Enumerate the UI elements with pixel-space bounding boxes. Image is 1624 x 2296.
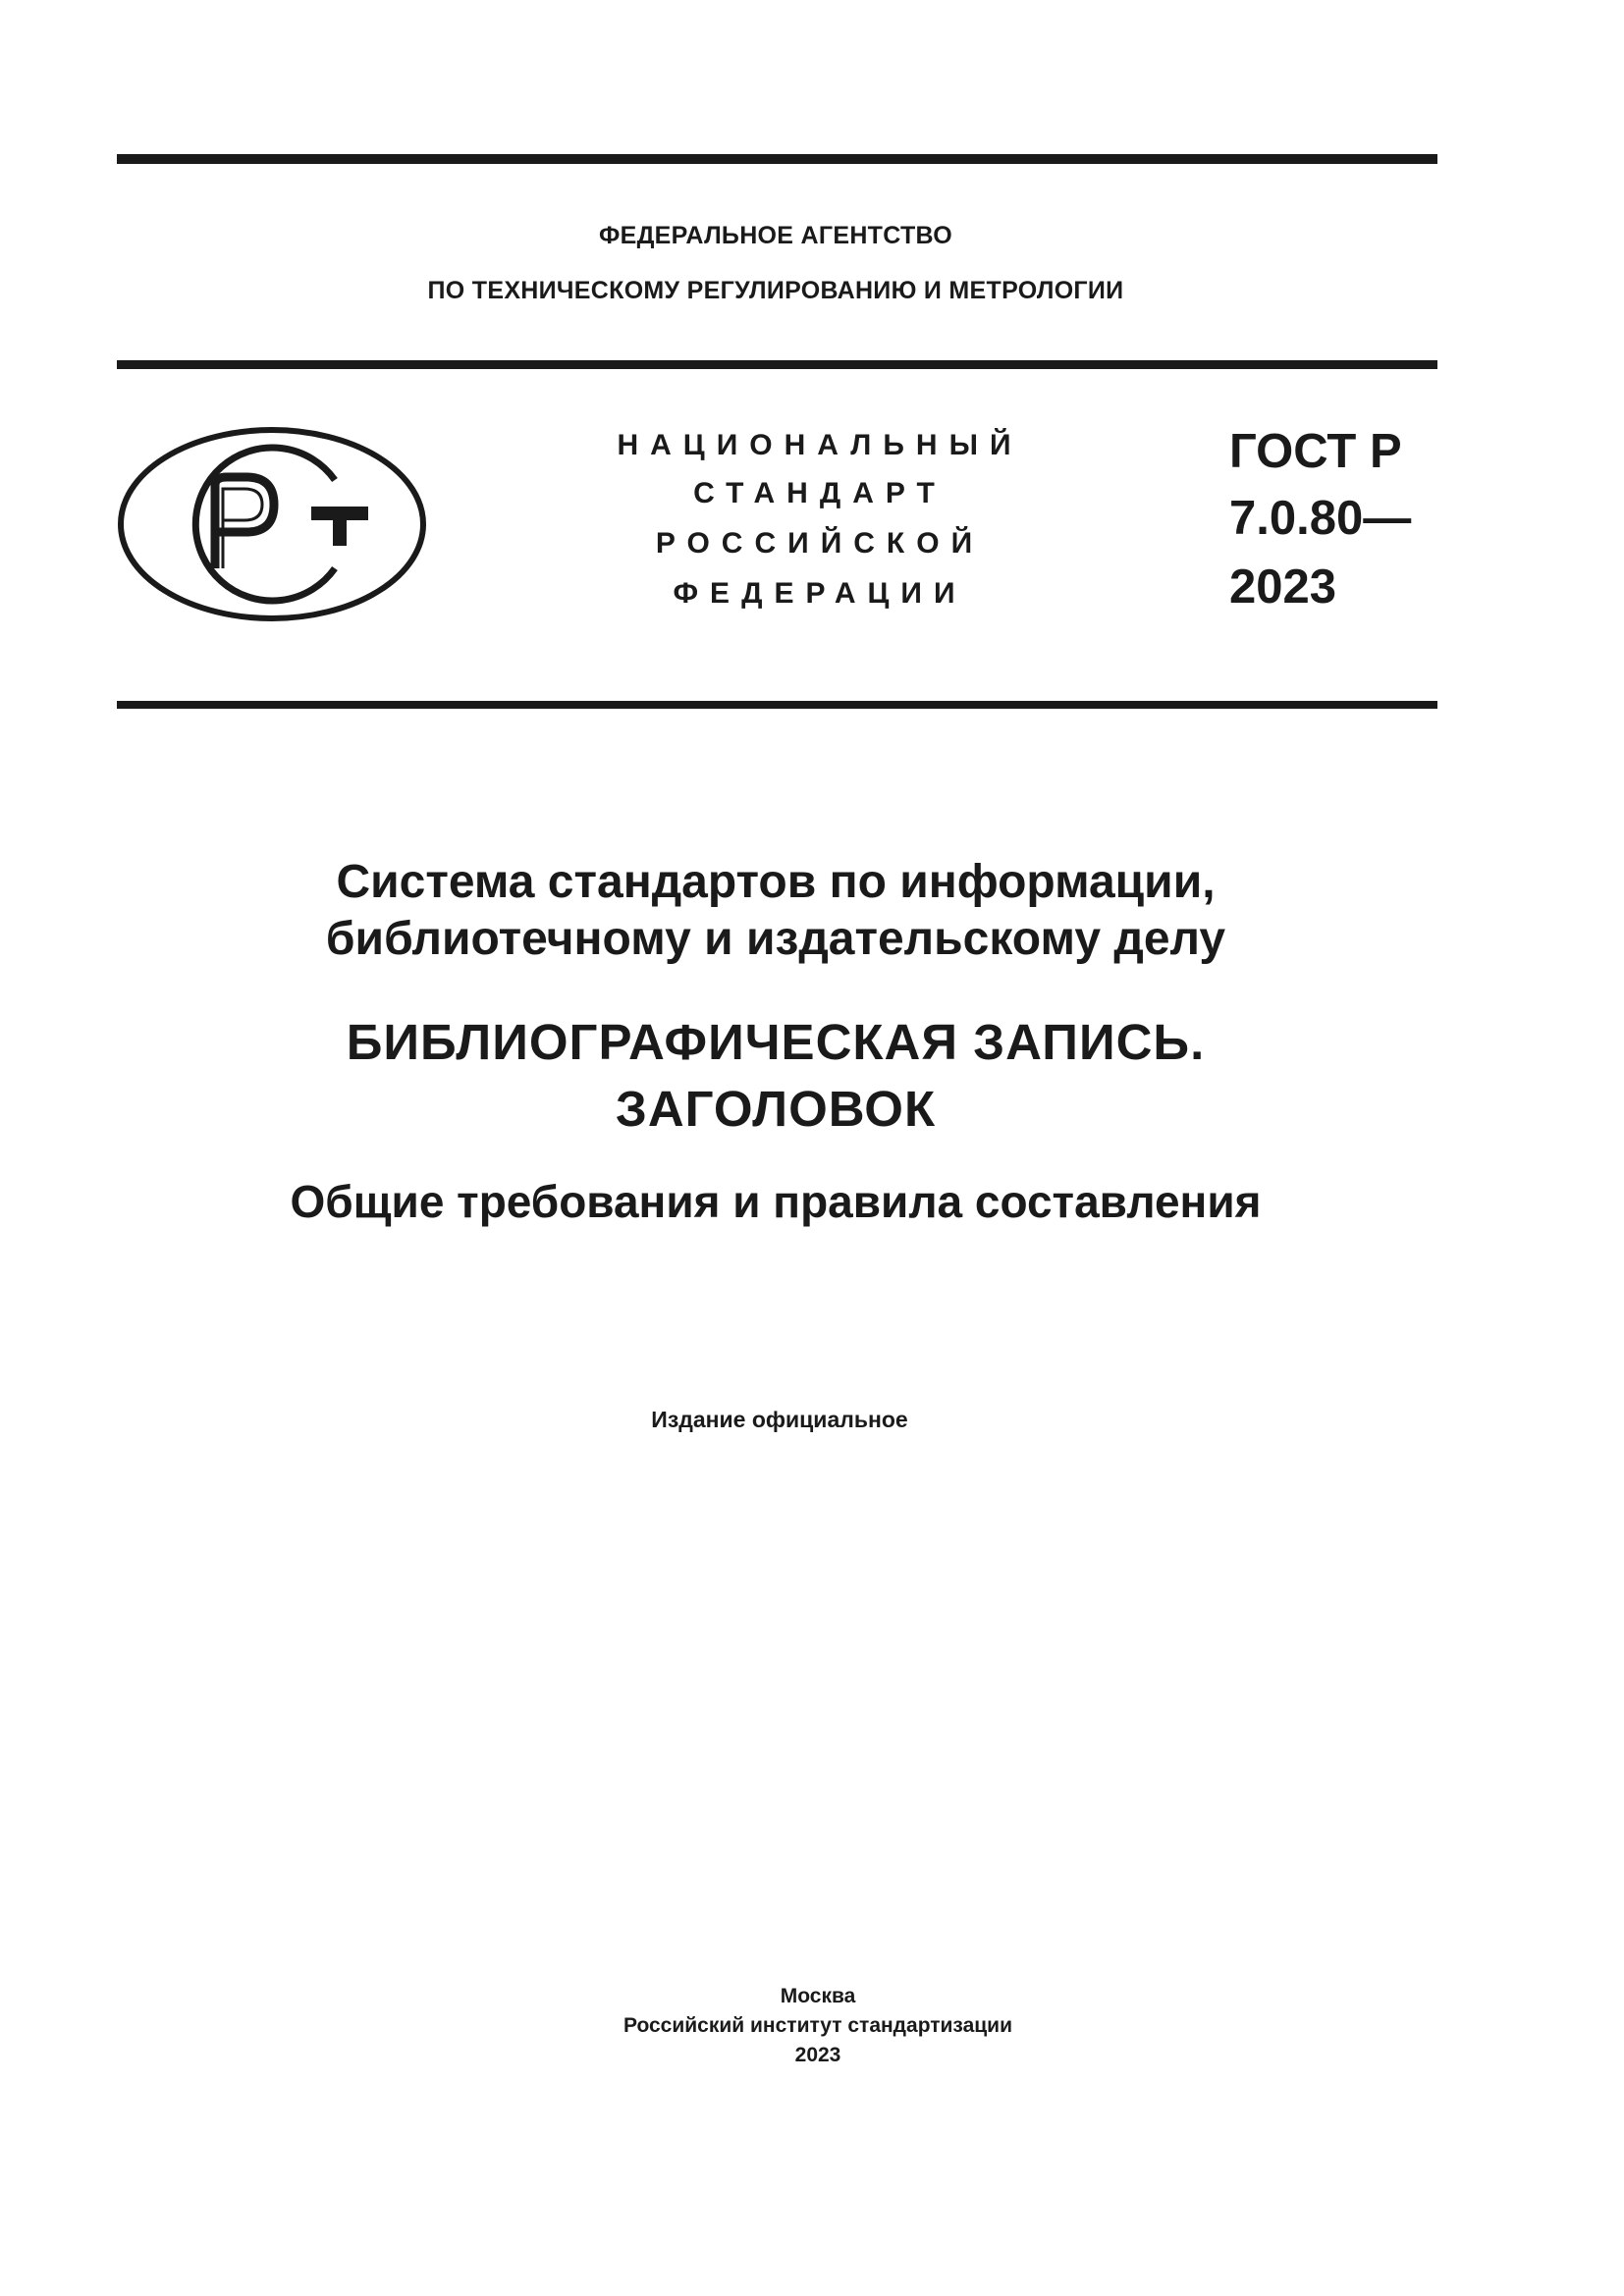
bottom-rule — [117, 701, 1437, 709]
imprint-city: Москва — [780, 1985, 856, 2007]
standard-type-line2: СТАНДАРТ — [693, 477, 947, 509]
top-rule — [117, 154, 1437, 164]
edition-label: Издание официальное — [651, 1407, 908, 1432]
standard-type-line4: ФЕДЕРАЦИИ — [673, 577, 967, 610]
imprint — [0, 1982, 1624, 2070]
agency-name-line1: ФЕДЕРАЛЬНОЕ АГЕНТСТВО — [598, 222, 953, 249]
document-subtitle: Общие требования и правила составления — [290, 1176, 1262, 1227]
middle-rule — [117, 360, 1437, 369]
designation-line2: 7.0.80— — [1229, 492, 1412, 545]
series-title-line2: библиотечному и издательскому делу — [325, 913, 1226, 965]
standard-type-line1: НАЦИОНАЛЬНЫЙ — [617, 429, 1023, 461]
standard-type-line3: РОССИЙСКОЙ — [655, 527, 985, 560]
series-title-line1: Система стандартов по информации, — [336, 856, 1216, 908]
designation-line3: 2023 — [1229, 561, 1337, 614]
imprint-year: 2023 — [794, 2044, 841, 2066]
rst-certification-mark-icon — [117, 426, 427, 622]
document-title — [0, 1009, 1551, 1143]
imprint-publisher: Российский институт стандартизации — [623, 2014, 1013, 2037]
document-title-line1: БИБЛИОГРАФИЧЕСКАЯ ЗАПИСЬ. — [346, 1014, 1206, 1070]
series-title — [0, 854, 1551, 968]
agency-name-line2: ПО ТЕХНИЧЕСКОМУ РЕГУЛИРОВАНИЮ И МЕТРОЛОГИИ — [427, 277, 1124, 304]
designation-line1: ГОСТ Р — [1229, 425, 1402, 478]
document-title-line2: ЗАГОЛОВОК — [615, 1081, 937, 1137]
